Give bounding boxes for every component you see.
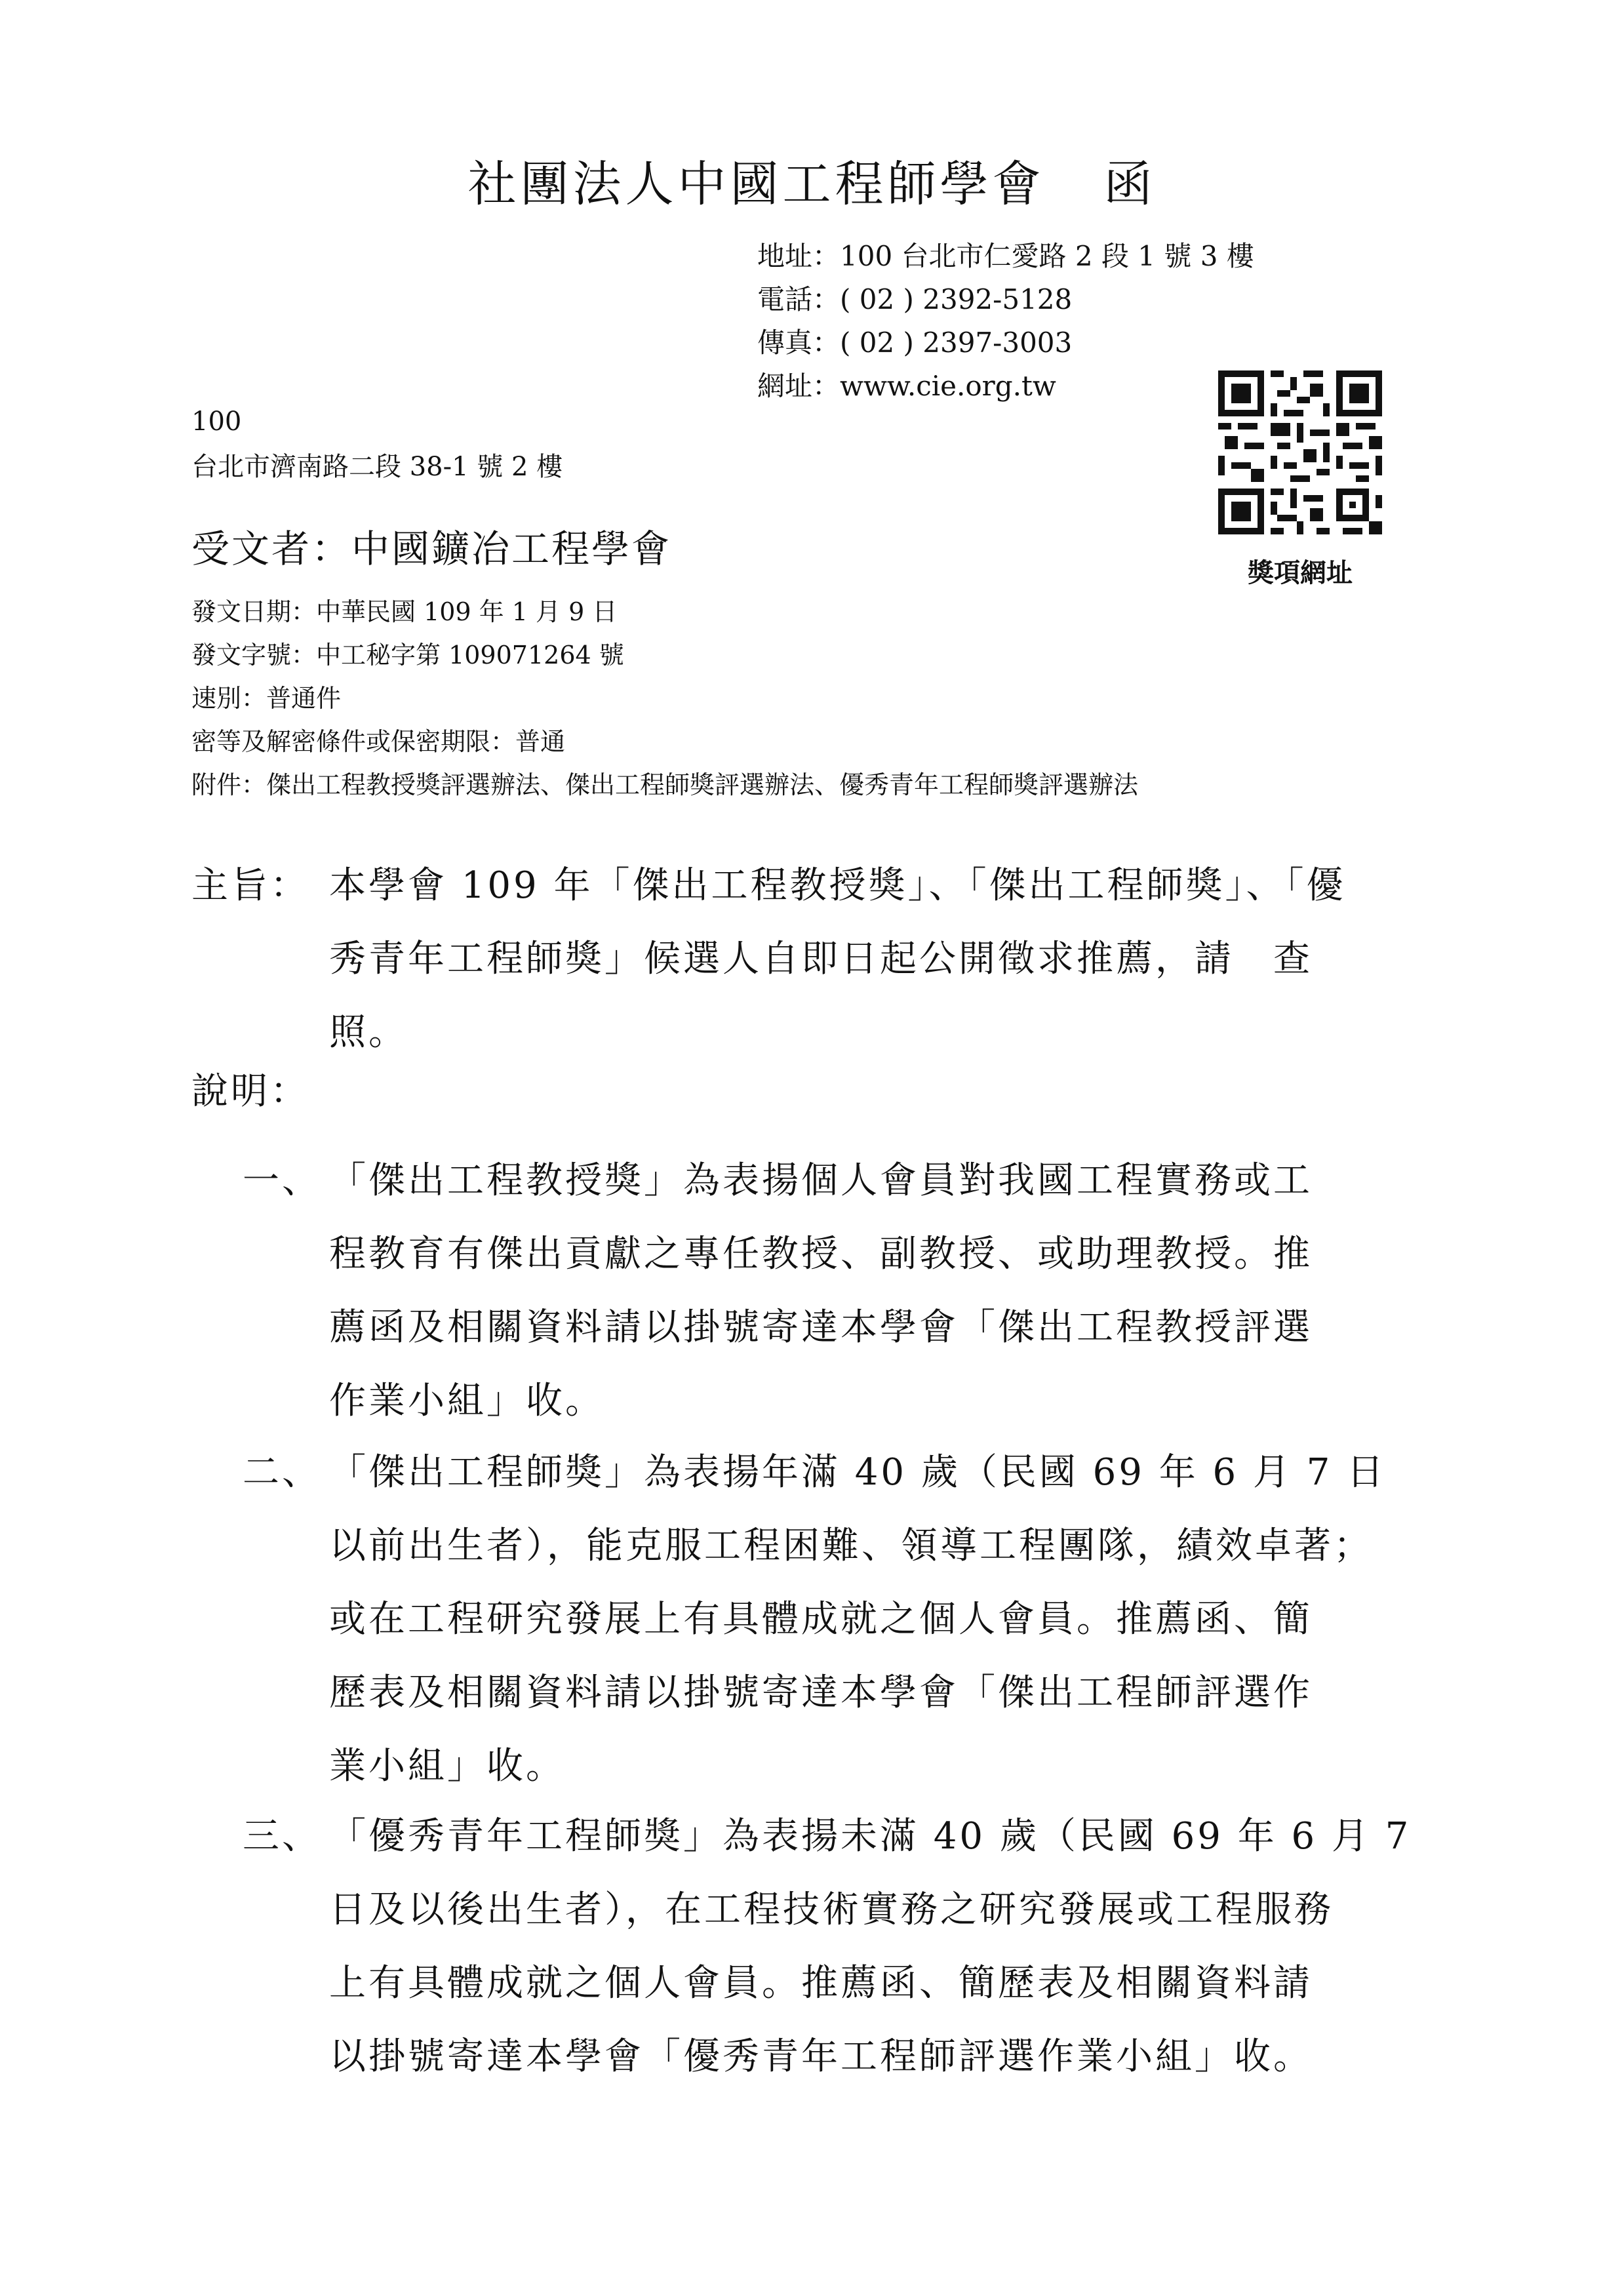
contact-fax: 傳真：( 02 ) 2397-3003 [757,327,1073,359]
item-line: 歷表及相關資料請以掛號寄達本學會「傑出工程師評選作 [329,1671,1313,1714]
document-number: 發文字號：中工秘字第 109071264 號 [191,641,624,669]
item-line: 日及以後出生者），在工程技術實務之研究發展或工程服務 [329,1888,1334,1931]
issue-date: 發文日期：中華民國 109 年 1 月 9 日 [191,597,618,626]
item-line: 「傑出工程教授獎」為表揚個人會員對我國工程實務或工 [329,1159,1313,1202]
qr-code-icon[interactable] [1218,370,1382,534]
item-number: 二、 [243,1451,321,1494]
doc-type: 函 [1103,156,1157,212]
document-meta [191,590,1138,807]
recipient-postcode: 100 [191,407,242,437]
delivery-speed: 速別：普通件 [191,684,342,713]
item-line: 以前出生者），能克服工程困難、領導工程團隊，績效卓著； [329,1525,1373,1567]
item-line: 薦函及相關資料請以掛號寄達本學會「傑出工程教授評選 [329,1306,1313,1349]
item-line: 「優秀青年工程師獎」為表揚未滿 40 歲（民國 69 年 6 月 7 [329,1815,1412,1858]
item-line: 作業小組」收。 [329,1380,604,1422]
recipient: 受文者：中國鑛冶工程學會 [191,527,672,571]
item-number: 三、 [243,1815,321,1858]
org-title: 社團法人中國工程師學會 [467,156,1045,212]
subject-line: 照。 [329,1011,408,1054]
attachments: 附件：傑出工程教授獎評選辦法、傑出工程師獎評選辦法、優秀青年工程師獎評選辦法 [191,770,1139,799]
explanation-label: 說明： [191,1070,309,1113]
contact-address: 地址：100 台北市仁愛路 2 段 1 號 3 樓 [757,240,1254,272]
qr-label: 獎項網址 [1248,557,1353,588]
contact-website[interactable]: 網址：www.cie.org.tw [757,370,1056,402]
item-line: 程教育有傑出貢獻之專任教授、副教授、或助理教授。推 [329,1233,1313,1275]
item-line: 或在工程研究發展上有具體成就之個人會員。推薦函、簡 [329,1598,1313,1641]
item-line: 以掛號寄達本學會「優秀青年工程師評選作業小組」收。 [329,2035,1313,2078]
item-line: 「傑出工程師獎」為表揚年滿 40 歲（民國 69 年 6 月 7 日 [329,1451,1387,1494]
item-body [329,1144,1624,1438]
subject-line: 本學會 109 年「傑出工程教授獎」、「傑出工程師獎」、「優 [329,864,1346,907]
recipient-address: 台北市濟南路二段 38-1 號 2 樓 [191,452,563,482]
contact-phone: 電話：( 02 ) 2392-5128 [757,283,1073,315]
subject-label: 主旨： [191,864,309,907]
item-body [329,1800,1624,2094]
letter-title [0,146,1624,215]
item-body [329,1436,1624,1803]
subject-text [329,849,1624,1069]
item-line: 上有具體成就之個人會員。推薦函、簡歷表及相關資料請 [329,1962,1313,2005]
item-line: 業小組」收。 [329,1745,565,1787]
item-number: 一、 [243,1159,321,1202]
contact-block [757,235,1254,408]
subject-line: 秀青年工程師獎」候選人自即日起公開徵求推薦，請 查 [329,938,1313,980]
secrecy-level: 密等及解密條件或保密期限：普通 [191,727,566,756]
